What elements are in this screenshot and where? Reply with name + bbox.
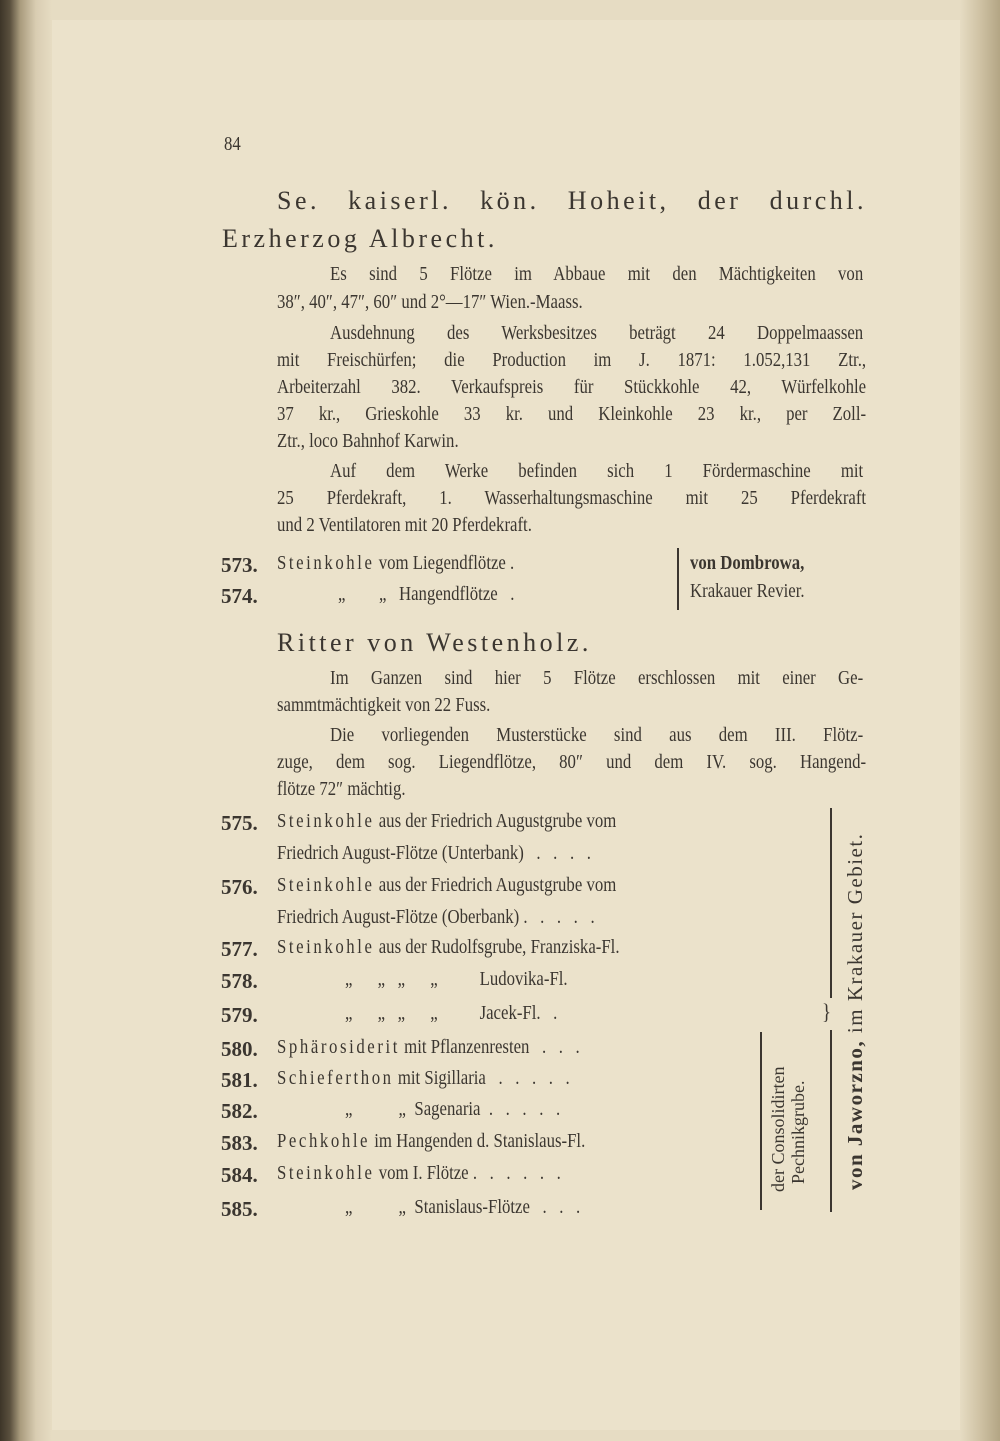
paragraph-line: und 2 Ventilatoren mit 20 Pferdekraft. <box>277 515 532 536</box>
inner-bracket-note: der Consolidirten Pechnikgrube. <box>768 1066 808 1192</box>
outer-bracket-top <box>830 808 832 998</box>
page-number: 84 <box>224 134 241 155</box>
entry-lead: Steinkohle <box>277 811 375 832</box>
entry-number: 581. <box>221 1068 258 1092</box>
entry-line <box>345 1098 560 1122</box>
page-edge <box>960 0 1000 1441</box>
paragraph-line: Im Ganzen sind hier 5 Flötze erschlossen mit einer Ge- <box>330 668 864 689</box>
entry-number: 576. <box>221 875 258 899</box>
paragraph-line: mit Freischürfen; die Production im J. 1871: 1.052,131 Ztr., <box>277 350 867 371</box>
entry-text: aus der Friedrich Augustgrube vom <box>378 811 617 832</box>
entry-number: 573. <box>221 553 258 577</box>
entry-lead: Steinkohle <box>277 1163 375 1184</box>
entry-text: mit Pflanzenresten . . . <box>404 1037 580 1058</box>
entry-line <box>277 1036 580 1060</box>
outer-bracket-note: von Jaworzno, im Krakauer Gebiet. <box>843 832 867 1190</box>
entry-text: im Hangenden d. Stanislaus-Fl. <box>374 1131 586 1152</box>
paragraph-line: 37 kr., Grieskohle 33 kr. und Kleinkohle 23 kr., per Zoll- <box>277 404 867 425</box>
paragraph-line: Arbeiterzahl 382. Verkaufspreis für Stückkohle 42, Würfelkohle <box>277 377 867 398</box>
paragraph-line: 38″, 40″, 47″, 60″ und 2°—17″ Wien.-Maass. <box>277 292 583 313</box>
entry-continuation: Friedrich August-Flötze (Oberbank) . . . . . <box>277 907 595 928</box>
entry-text: „ „ Hangendflötze . <box>338 584 515 605</box>
entry-line <box>345 1196 580 1220</box>
entry-text: „ „ „ „ Jacek-Fl. . <box>345 1003 558 1024</box>
section-title: Ritter von Westenholz. <box>277 628 592 657</box>
entry-number: 575. <box>221 811 258 835</box>
inner-bracket <box>760 1032 762 1210</box>
entry-text: mit Sigillaria . . . . . <box>397 1068 570 1089</box>
entry-number: 582. <box>221 1099 258 1123</box>
entry-line <box>277 1162 561 1186</box>
entry-text: „ „ „ „ Ludovika-Fl. <box>345 969 568 990</box>
section-title-line1: Se. kaiserl. kön. Hoheit, der durchl. <box>277 186 867 215</box>
entry-text: „ „ Stanislaus-Flötze . . . <box>345 1197 581 1218</box>
bracket-note-line2: Krakauer Revier. <box>690 581 805 602</box>
paragraph-line: Ztr., loco Bahnhof Karwin. <box>277 431 459 452</box>
paragraph-line: Die vorliegenden Musterstücke sind aus dem III. Flötz- <box>330 725 864 746</box>
entry-number: 584. <box>221 1163 258 1187</box>
entry-number: 574. <box>221 584 258 608</box>
paragraph-line: sammtmächtigkeit von 22 Fuss. <box>277 695 491 716</box>
entry-number: 577. <box>221 937 258 961</box>
entry-line <box>345 1002 557 1026</box>
entry-number: 585. <box>221 1197 258 1221</box>
entry-lead: Steinkohle <box>277 937 375 958</box>
paragraph-line: Auf dem Werke befinden sich 1 Fördermaschine mit <box>330 461 864 482</box>
entry-text: aus der Friedrich Augustgrube vom <box>378 875 617 896</box>
entry-line <box>277 1067 570 1091</box>
paragraph-line: Ausdehnung des Werksbesitzes beträgt 24 Doppelmaassen <box>330 323 864 344</box>
paragraph-line: flötze 72″ mächtig. <box>277 779 406 800</box>
entry-continuation: Friedrich August-Flötze (Unterbank) . . . . <box>277 843 591 864</box>
entry-lead: Sphärosiderit <box>277 1037 400 1058</box>
entry-number: 580. <box>221 1037 258 1061</box>
entry-number: 583. <box>221 1131 258 1155</box>
entry-line <box>277 810 616 834</box>
brace <box>677 548 679 610</box>
entry-line <box>277 936 620 960</box>
entry-text: vom Liegendflötze . <box>378 553 515 574</box>
entry-line <box>345 968 568 992</box>
bracket-note-line1: von Dombrowa, <box>690 553 805 574</box>
entry-lead: Pechkohle <box>277 1131 371 1152</box>
section-title-line2: Erzherzog Albrecht. <box>222 224 498 253</box>
paragraph-line: zuge, dem sog. Liegendflötze, 80″ und dem IV. sog. Hangend- <box>277 752 867 773</box>
outer-bracket-bottom <box>830 1030 832 1212</box>
entry-lead: Schieferthon <box>277 1068 394 1089</box>
paragraph-line: Es sind 5 Flötze im Abbaue mit den Mächtigkeiten von <box>330 264 864 285</box>
brace-icon: } <box>822 999 832 1024</box>
book-binding <box>0 0 52 1441</box>
entry-number: 579. <box>221 1003 258 1027</box>
entry-lead: Steinkohle <box>277 553 375 574</box>
entry-text: aus der Rudolfsgrube, Franziska-Fl. <box>378 937 620 958</box>
entry-text: vom I. Flötze . . . . . . <box>378 1163 561 1184</box>
paragraph-line: 25 Pferdekraft, 1. Wasserhaltungsmaschine mit 25 Pferdekraft <box>277 488 867 509</box>
entry-line <box>277 874 616 898</box>
entry-text: „ „ Sagenaria . . . . . <box>345 1099 561 1120</box>
entry-number: 578. <box>221 969 258 993</box>
entry-lead: Steinkohle <box>277 875 375 896</box>
entry-line <box>277 1130 585 1154</box>
